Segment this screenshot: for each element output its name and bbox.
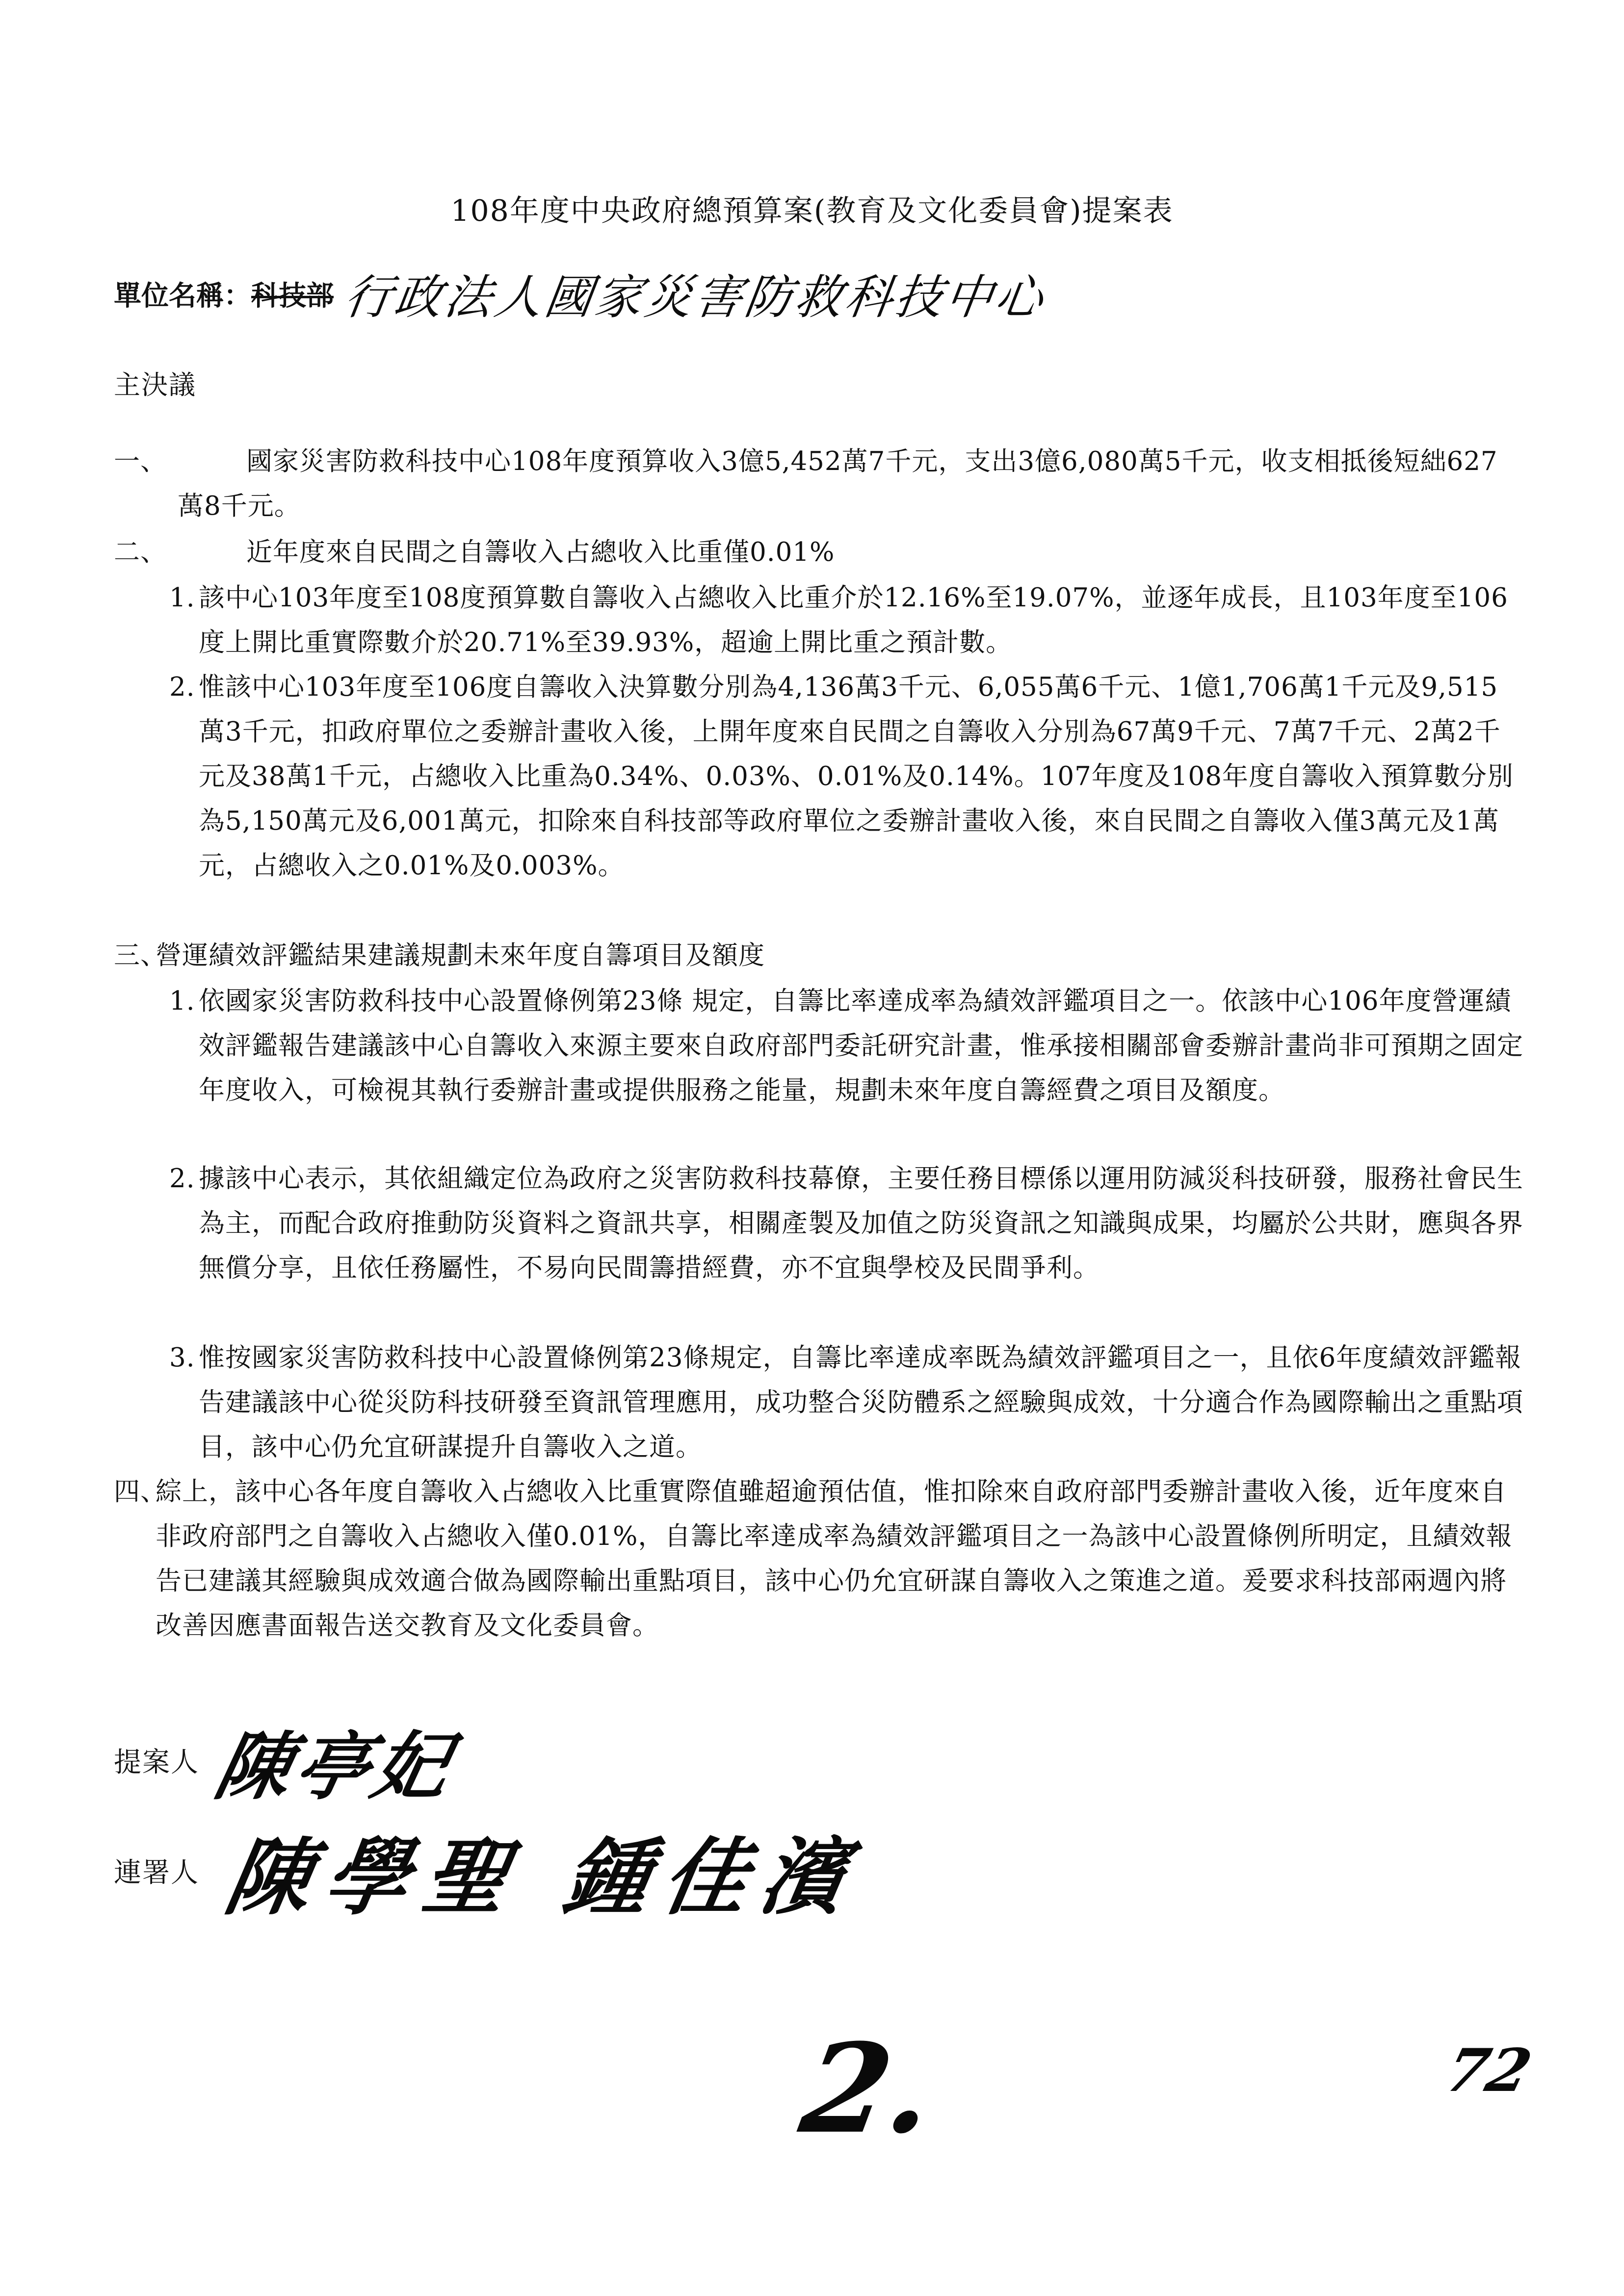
item-text: 依國家災害防救科技中心設置條例第23條 規定，自籌比率達成率為績效評鑑項目之一。依該中心106年度營運績效評鑑報告建議該中心自籌收入來源主要來自政府部門委託研究計畫，惟承接相關部會委辦計畫尚非可預期之固定年度收入，可檢視其執行委辦計畫或提供服務之能量，規劃未來年度自籌經費之項目及額度。 xyxy=(199,986,1523,1105)
cosigner-signatures: 陳學聖 鍾佳濱 xyxy=(218,1828,869,1927)
item-number: 1. xyxy=(169,986,195,1016)
unit-name-row xyxy=(114,260,1049,327)
section-marker: 二、 xyxy=(114,537,167,567)
proposer-label: 提案人 xyxy=(114,1747,199,1778)
section-3-item-1 xyxy=(169,979,1523,1113)
proposer-signature: 陳亭妃 xyxy=(208,1723,462,1810)
proposer-row xyxy=(114,1707,462,1813)
section-text: 綜上，該中心各年度自籌收入占總收入比重實際值雖超逾預估值，惟扣除來自政府部門委辦計畫收入後，近年度來自非政府部門之自籌收入占總收入僅0.01%，自籌比率達成率為績效評鑑項目之一為該中心設置條例所明定，且績效報告已建議其經驗與成效適合做為國際輸出重點項目，該中心仍允宜研謀自籌收入之策進之道。爰要求科技部兩週內將改善因應書面報告送交教育及文化委員會。 xyxy=(156,1477,1513,1641)
section-2-item-2 xyxy=(169,665,1523,888)
handwritten-unit-name: 行政法人國家災害防救科技中心 xyxy=(341,270,1049,325)
cosigner-row xyxy=(114,1810,869,1931)
section-4 xyxy=(114,1469,1522,1648)
item-text: 該中心103年度至108度預算數自籌收入占總收入比重介於12.16%至19.07%，並逐年成長，且103年度至106度上開比重實際數介於20.71%至39.93%，超逾上開比重之預計數。 xyxy=(199,583,1508,657)
section-marker: 四、 xyxy=(114,1477,167,1507)
section-3-item-3 xyxy=(169,1335,1523,1469)
section-marker: 三、 xyxy=(114,940,167,970)
section-1 xyxy=(114,439,1522,528)
section-2 xyxy=(114,530,1522,574)
section-3-item-2 xyxy=(169,1156,1523,1290)
section-2-item-1 xyxy=(169,575,1523,665)
item-text: 惟按國家災害防救科技中心設置條例第23條規定，自籌比率達成率既為績效評鑑項目之一，且依6年度績效評鑑報告建議該中心從災防科技研發至資訊管理應用，成功整合災防體系之經驗與成效，十分適合作為國際輸出之重點項目，該中心仍允宜研謀提升自籌收入之道。 xyxy=(199,1343,1523,1462)
section-text: 營運績效評鑑結果建議規劃未來年度自籌項目及額度 xyxy=(156,940,765,970)
cosigner-label: 連署人 xyxy=(114,1856,199,1889)
unit-name-label: 單位名稱： xyxy=(114,280,251,312)
main-resolution-heading: 主決議 xyxy=(114,369,196,400)
handwritten-page-number: 72 xyxy=(1438,2036,1539,2105)
section-marker: 一、 xyxy=(114,446,167,476)
handwritten-number: 2. xyxy=(792,2016,945,2161)
section-text: 國家災害防救科技中心108年度預算收入3億5,452萬7千元，支出3億6,080萬5千元，收支相抵後短絀627萬8千元。 xyxy=(178,446,1498,521)
item-number: 2. xyxy=(169,672,195,702)
item-number: 1. xyxy=(169,583,195,613)
item-text: 惟該中心103年度至106度自籌收入決算數分別為4,136萬3千元、6,055萬6千元、1億1,706萬1千元及9,515萬3千元，扣政府單位之委辦計畫收入後，上開年度來自民間之自籌收入分別為67萬9千元、7萬7千元、2萬2千元及38萬1千元，占總收入比重為0.34%、0.03%、0.01%及0.14%。107年度及108年度自籌收入預算數分別為5,150萬元及6,001萬元，扣除來自科技部等政府單位之委辦計畫收入後，來自民間之自籌收入僅3萬元及1萬元，占總收入之0.01%及0.003%。 xyxy=(199,672,1514,881)
section-text: 近年度來自民間之自籌收入占總收入比重僅0.01% xyxy=(246,537,835,567)
item-number: 2. xyxy=(169,1164,195,1194)
item-text: 據該中心表示，其依組織定位為政府之災害防救科技幕僚，主要任務目標係以運用防減災科技研發，服務社會民生為主，而配合政府推動防災資料之資訊共享，相關產製及加值之防災資訊之知識與成果，均屬於公共財，應與各界無償分享，且依任務屬性，不易向民間籌措經費，亦不宜與學校及民間爭利。 xyxy=(199,1164,1523,1283)
struck-unit-name: 科技部 xyxy=(251,280,334,312)
section-3 xyxy=(114,933,1522,978)
item-number: 3. xyxy=(169,1343,195,1373)
document-title: 108年度中央政府總預算案(教育及文化委員會)提案表 xyxy=(450,194,1174,228)
